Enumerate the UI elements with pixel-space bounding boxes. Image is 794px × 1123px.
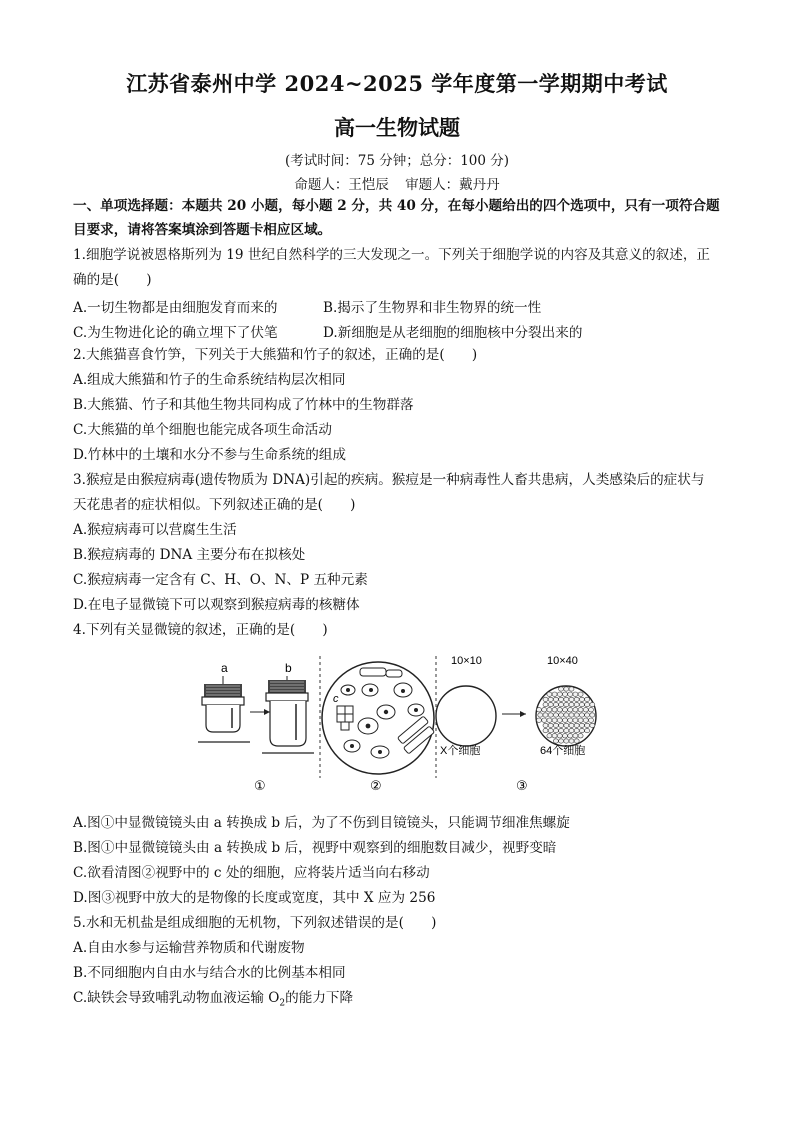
q4-option-b: B.图①中显微镜镜头由 a 转换成 b 后，视野中观察到的细胞数目减少，视野变暗	[73, 840, 557, 856]
high-power-cell	[564, 713, 569, 717]
q4-option-c: C.欲看清图②视野中的 c 处的细胞，应将装片适当向右移动	[73, 865, 430, 881]
arrow-low-to-high-head	[520, 711, 526, 717]
high-power-cell	[590, 723, 595, 727]
q3-stem-line1: 3.猴痘是由猴痘病毒(遗传物质为 DNA)引起的疾病。猴痘是一种病毒性人畜共患病，人类感染后的症状与	[73, 472, 705, 488]
high-power-cell	[547, 692, 552, 696]
high-power-cell	[578, 734, 583, 738]
high-power-cell	[578, 692, 583, 696]
high-power-cell	[585, 702, 590, 706]
high-power-cell	[542, 718, 547, 722]
high-power-cell	[564, 723, 569, 727]
exam-subtitle: 高一生物试题	[334, 115, 460, 140]
high-power-cell	[589, 708, 594, 712]
q5-stem: 5.水和无机盐是组成细胞的无机物，下列叙述错误的是( )	[73, 915, 437, 931]
high-power-cell	[553, 728, 558, 732]
figure-2-field	[322, 662, 435, 793]
high-power-cell	[590, 713, 595, 717]
high-power-cell	[578, 708, 583, 712]
high-power-cell	[552, 718, 557, 722]
figure-number-2: ②	[370, 778, 382, 793]
q1-option-d: D.新细胞是从老细胞的细胞核中分裂出来的	[323, 325, 583, 341]
high-power-cell	[543, 728, 548, 732]
high-power-cell	[559, 687, 564, 691]
q1-stem-line2: 确的是( )	[73, 272, 152, 288]
figure-3-magnification	[436, 655, 596, 793]
high-power-cell	[552, 692, 557, 696]
mag-label-low: 10×10	[451, 655, 482, 667]
high-power-cell	[548, 728, 553, 732]
high-power-cell	[569, 713, 574, 717]
high-power-cell	[563, 692, 568, 696]
high-power-cell	[568, 692, 573, 696]
q2-option-c: C.大熊猫的单个细胞也能完成各项生命活动	[73, 422, 332, 438]
objective-a-collar	[202, 697, 244, 705]
q5-option-c	[73, 989, 733, 1013]
cell-medium-5-nucleus	[378, 750, 382, 754]
q5-option-c-subscript: 2	[279, 998, 286, 1009]
high-power-cell	[573, 734, 578, 738]
q3-option-a: A.猴痘病毒可以营腐生生活	[73, 522, 237, 538]
high-power-cell	[568, 734, 573, 738]
cell-square-1	[337, 706, 345, 714]
high-power-cell	[559, 728, 564, 732]
figure-1-objectives	[198, 661, 314, 793]
high-power-cell	[553, 702, 558, 706]
q1-options-row2	[73, 321, 583, 341]
cell-square-3	[337, 714, 345, 722]
high-power-cell	[564, 697, 569, 701]
q1-stem-line1: 1.细胞学说被恩格斯列为 19 世纪自然科学的三大发现之一。下列关于细胞学说的内容及其意义的叙述，正	[73, 247, 711, 263]
q5-option-c-text-end: 的能力下降	[285, 990, 354, 1006]
high-power-cell	[553, 723, 558, 727]
exam-staff	[0, 173, 794, 193]
high-power-cell	[542, 708, 547, 712]
figure-number-1: ①	[254, 778, 266, 793]
high-power-field	[536, 686, 596, 746]
arrow-a-to-b-head	[264, 709, 270, 715]
high-power-cell	[553, 697, 558, 701]
fig-label-c: c	[333, 693, 339, 705]
high-power-cell	[569, 697, 574, 701]
section-instructions-line2: 目要求，请将答案填涂到答题卡相应区域。	[73, 222, 332, 238]
high-power-cell	[563, 718, 568, 722]
high-power-cell	[585, 713, 590, 717]
cell-small-3-nucleus	[401, 689, 405, 693]
high-power-cell	[543, 702, 548, 706]
high-power-cell	[574, 697, 579, 701]
reviewer-label: 审题人：戴丹丹	[405, 177, 500, 193]
author-label: 命题人：王恺辰	[294, 177, 389, 193]
high-power-cell	[547, 718, 552, 722]
fig-label-a: a	[221, 661, 228, 675]
objective-b-collar	[266, 693, 308, 701]
cell-medium-2-nucleus	[414, 708, 418, 712]
high-power-cell	[579, 723, 584, 727]
high-power-cell	[585, 723, 590, 727]
q5-option-c-text: C.缺铁会导致哺乳动物血液运输 O	[73, 990, 280, 1006]
high-power-cell	[559, 713, 564, 717]
high-power-cell	[574, 739, 579, 743]
q5-option-a: A.自由水参与运输营养物质和代谢废物	[73, 940, 305, 956]
high-power-cell	[568, 708, 573, 712]
cell-square-4	[345, 714, 353, 722]
high-power-cell	[548, 713, 553, 717]
fig-label-b: b	[285, 661, 292, 675]
high-power-cell	[569, 723, 574, 727]
high-power-cell	[585, 697, 590, 701]
high-power-cell	[563, 708, 568, 712]
high-power-cell	[543, 723, 548, 727]
microscope-figure	[190, 650, 610, 800]
high-power-cell	[559, 723, 564, 727]
cell-rod-1	[360, 668, 386, 676]
high-power-cell	[547, 734, 552, 738]
high-power-cell	[564, 739, 569, 743]
high-power-cell	[553, 713, 558, 717]
high-power-cell	[538, 713, 543, 717]
high-power-cell	[543, 713, 548, 717]
q4-option-a: A.图①中显微镜镜头由 a 转换成 b 后，为了不伤到目镜镜头，只能调节细准焦螺旋	[73, 815, 570, 831]
high-power-cell	[537, 708, 542, 712]
cell-medium-3-nucleus	[366, 724, 371, 729]
high-power-cell	[569, 687, 574, 691]
high-power-cell	[559, 702, 564, 706]
cell-small-1-nucleus	[346, 688, 350, 692]
high-power-cell	[557, 692, 562, 696]
q3-stem-line2: 天花患者的症状相似。下列叙述正确的是( )	[73, 497, 356, 513]
high-power-cell	[589, 718, 594, 722]
q2-stem: 2.大熊猫喜食竹笋，下列关于大熊猫和竹子的叙述，正确的是( )	[73, 347, 478, 363]
q3-option-b: B.猴痘病毒的 DNA 主要分布在拟核处	[73, 547, 306, 563]
high-power-cell	[583, 718, 588, 722]
q1-option-a: A.一切生物都是由细胞发育而来的	[73, 300, 278, 316]
high-power-cell	[579, 728, 584, 732]
high-power-cell	[548, 723, 553, 727]
high-power-cell	[574, 713, 579, 717]
cell-small-2-nucleus	[369, 688, 373, 692]
high-power-cell	[573, 692, 578, 696]
q1-option-c: C.为生物进化论的确立埋下了伏笔	[73, 325, 278, 341]
high-power-cell	[579, 697, 584, 701]
high-power-cell	[552, 708, 557, 712]
high-power-cell	[579, 713, 584, 717]
mag-label-high: 10×40	[547, 655, 578, 667]
q3-option-c: C.猴痘病毒一定含有 C、H、O、N、P 五种元素	[73, 572, 368, 588]
high-power-cell	[547, 708, 552, 712]
high-power-cell	[585, 728, 590, 732]
high-power-cell	[569, 728, 574, 732]
objective-a-barrel	[206, 705, 240, 732]
q2-option-d: D.竹林中的土壤和水分不参与生命系统的组成	[73, 447, 347, 463]
q1-options-row1	[73, 296, 542, 316]
cell-medium-4-nucleus	[350, 744, 354, 748]
high-power-cell	[573, 708, 578, 712]
figure-number-3: ③	[516, 778, 528, 793]
high-power-cell	[579, 702, 584, 706]
q4-stem: 4.下列有关显微镜的叙述，正确的是( )	[73, 622, 328, 638]
high-power-cell	[548, 702, 553, 706]
high-power-cell	[537, 718, 542, 722]
high-power-cell	[559, 739, 564, 743]
high-power-cell	[574, 723, 579, 727]
high-power-cell	[564, 728, 569, 732]
high-power-cell	[574, 728, 579, 732]
high-power-cell	[583, 708, 588, 712]
objective-b-barrel	[270, 701, 306, 746]
high-power-cell	[573, 718, 578, 722]
caption-64-cells: 64个细胞	[540, 745, 586, 757]
high-power-cell	[559, 697, 564, 701]
section-instructions-line1: 一、单项选择题：本题共 20 小题，每小题 2 分，共 40 分，在每小题给出的四个选项中，只有一项符合题	[73, 198, 720, 214]
low-power-field	[436, 686, 496, 746]
cell-medium-1-nucleus	[384, 710, 388, 714]
high-power-cell	[568, 718, 573, 722]
high-power-cell	[563, 734, 568, 738]
high-power-cell	[553, 739, 558, 743]
high-power-cell	[548, 697, 553, 701]
high-power-cell	[578, 718, 583, 722]
q1-option-b: B.揭示了生物界和非生物界的统一性	[323, 300, 542, 316]
exam-info: (考试时间：75 分钟；总分：100 分)	[284, 153, 510, 169]
high-power-cell	[557, 708, 562, 712]
high-power-cell	[552, 734, 557, 738]
high-power-cell	[564, 687, 569, 691]
high-power-cell	[569, 739, 574, 743]
q4-option-d: D.图③视野中放大的是物像的长度或宽度，其中 X 应为 256	[73, 890, 436, 906]
q5-option-b: B.不同细胞内自由水与结合水的比例基本相同	[73, 965, 346, 981]
high-power-cell	[590, 702, 595, 706]
exam-title: 江苏省泰州中学 2024~2025 学年度第一学期期中考试	[126, 71, 668, 96]
high-power-cell	[543, 697, 548, 701]
caption-x-cells: X个细胞	[440, 745, 481, 757]
high-power-cell	[574, 702, 579, 706]
q3-option-d: D.在电子显微镜下可以观察到猴痘病毒的核糖体	[73, 597, 360, 613]
high-power-cell	[557, 718, 562, 722]
q2-option-a: A.组成大熊猫和竹子的生命系统结构层次相同	[73, 372, 346, 388]
cell-square-5	[341, 722, 349, 730]
high-power-cell	[557, 734, 562, 738]
cell-rod-2	[386, 670, 402, 677]
q2-option-b: B.大熊猫、竹子和其他生物共同构成了竹林中的生物群落	[73, 397, 414, 413]
high-power-cell	[564, 702, 569, 706]
cell-square-2	[345, 706, 353, 714]
high-power-cell	[569, 702, 574, 706]
